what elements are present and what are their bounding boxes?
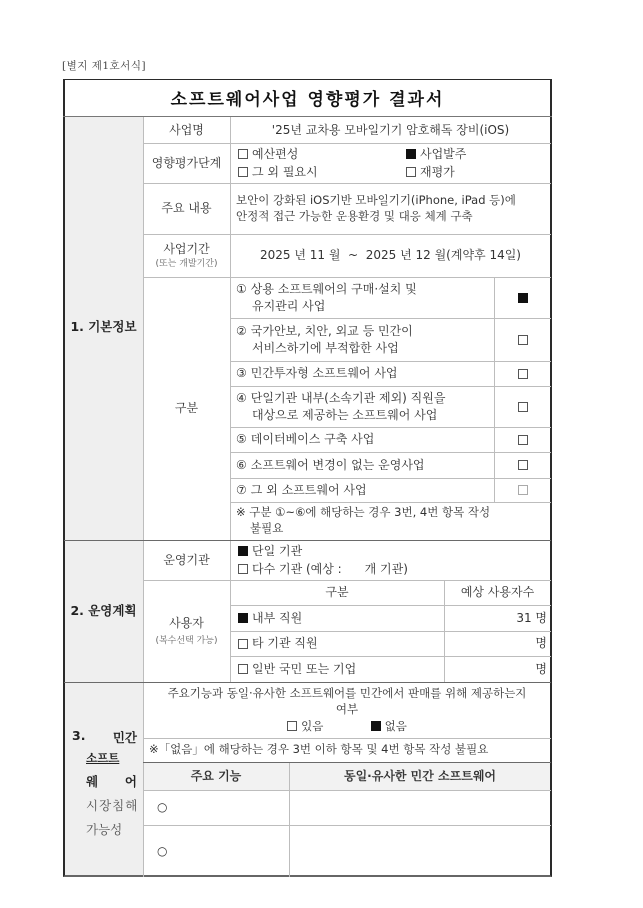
period-value: 2025 년 11 월 ~ 2025 년 12 월(계약후 14일): [259, 248, 521, 263]
period-label: 사업기간 (또는 개발기간): [155, 242, 218, 269]
users-row-public-count: 명: [535, 661, 547, 676]
users-label: 사용자 (복수선택 가능): [155, 615, 218, 647]
assessment-stage-label: 영향평가단계: [151, 155, 222, 170]
users-col-count: 예상 사용자수: [460, 585, 535, 600]
category-label: 구분: [174, 401, 199, 416]
answer-yes[interactable]: 있음: [287, 719, 323, 733]
operator-option-single[interactable]: 단일 기관: [238, 542, 538, 560]
category-item-5-checkbox[interactable]: [494, 427, 551, 452]
checkbox-unchecked-icon[interactable]: [518, 335, 528, 345]
category-item-1-checkbox[interactable]: [494, 277, 551, 318]
category-item-3-checkbox[interactable]: [494, 361, 551, 386]
operator-label: 운영기관: [163, 552, 210, 567]
function-row-2[interactable]: ○: [157, 843, 168, 858]
project-name-value: '25년 교차용 모바일기기 암호해독 장비(iOS): [271, 122, 510, 137]
stage-option-budget[interactable]: 예산편성: [238, 145, 398, 163]
checkbox-checked-icon[interactable]: [238, 546, 248, 556]
category-item-7: ⑦ 그 외 소프트웨어 사업: [236, 482, 367, 497]
category-item-7-checkbox[interactable]: [494, 478, 551, 502]
category-item-6: ⑥ 소프트웨어 변경이 없는 운영사업: [236, 457, 425, 472]
users-row-other-agency[interactable]: 타 기관 직원: [238, 631, 444, 656]
checkbox-checked-icon[interactable]: [518, 293, 528, 303]
similar-row-2[interactable]: [289, 825, 551, 877]
section1-label: 1. 기본정보: [70, 318, 137, 334]
main-content-label: 주요 내용: [161, 201, 212, 216]
category-item-2-checkbox[interactable]: [494, 318, 551, 361]
project-name-label: 사업명: [169, 122, 204, 137]
checkbox-unchecked-icon[interactable]: [238, 664, 248, 674]
users-col-category: 구분: [325, 585, 349, 600]
users-row-internal[interactable]: 내부 직원: [238, 605, 444, 631]
users-row-public[interactable]: 일반 국민 또는 기업: [238, 656, 444, 682]
answer-no[interactable]: 없음: [371, 719, 407, 733]
section3-label: 3. 민간 소프트 웨 어 시장침해 가능성: [72, 728, 139, 837]
stage-option-reassess[interactable]: 재평가: [406, 163, 546, 181]
category-item-1: ① 상용 소프트웨어의 구매·설치 및 유지관리 사업: [236, 282, 417, 313]
category-item-3: ③ 민간투자형 소프트웨어 사업: [236, 366, 398, 381]
checkbox-checked-icon[interactable]: [238, 613, 248, 623]
checkbox-unchecked-icon[interactable]: [287, 721, 297, 731]
checkbox-unchecked-icon[interactable]: [238, 564, 248, 574]
category-item-5: ⑤ 데이터베이스 구축 사업: [236, 432, 375, 447]
checkbox-unchecked-icon[interactable]: [238, 149, 248, 159]
category-item-6-checkbox[interactable]: [494, 452, 551, 478]
checkbox-unchecked-icon[interactable]: [518, 402, 528, 412]
operator-option-multiple[interactable]: 다수 기관 (예상 : 개 기관): [238, 560, 538, 578]
document-title: 소프트웨어사업 영향평가 결과서: [63, 79, 552, 117]
checkbox-unchecked-icon[interactable]: [518, 460, 528, 470]
category-note: ※ 구분 ①~⑥에 해당하는 경우 3번, 4번 항목 작성 불필요: [236, 505, 491, 535]
checkbox-unchecked-icon[interactable]: [518, 485, 528, 495]
col-main-function: 주요 기능: [190, 768, 242, 783]
users-row-other-agency-count: 명: [535, 636, 547, 651]
stage-option-other[interactable]: 그 외 필요시: [238, 163, 398, 181]
checkbox-checked-icon[interactable]: [371, 721, 381, 731]
checkbox-unchecked-icon[interactable]: [238, 639, 248, 649]
users-row-internal-count: 31 명: [516, 610, 547, 625]
main-content-value: 보안이 강화된 iOS기반 모바일기기(iPhone, iPad 등)에 안정적 접근 가능한 운용환경 및 대응 체계 구축: [236, 192, 516, 223]
category-item-2: ② 국가안보, 치안, 외교 등 민간이 서비스하기에 부적합한 사업: [236, 324, 413, 355]
checkbox-unchecked-icon[interactable]: [518, 435, 528, 445]
similar-row-1[interactable]: [289, 790, 551, 825]
checkbox-unchecked-icon[interactable]: [238, 167, 248, 177]
category-item-4: ④ 단일기관 내부(소속기관 제외) 직원을 대상으로 제공하는 소프트웨어 사업: [236, 391, 446, 422]
category-item-4-checkbox[interactable]: [494, 386, 551, 427]
stage-option-order[interactable]: 사업발주: [406, 145, 546, 163]
checkbox-unchecked-icon[interactable]: [518, 369, 528, 379]
section3-note: ※「없음」에 해당하는 경우 3번 이하 항목 및 4번 항목 작성 불필요: [149, 742, 489, 757]
section2-label: 2. 운영계획: [70, 602, 137, 618]
market-question: 주요기능과 동일·유사한 소프트웨어를 민간에서 판매를 위해 제공하는지 여부 있음 없음: [167, 686, 527, 734]
checkbox-unchecked-icon[interactable]: [406, 167, 416, 177]
col-similar-software: 동일·유사한 민간 소프트웨어: [343, 768, 497, 783]
function-row-1[interactable]: ○: [157, 800, 168, 815]
form-number-label: [별지 제1호서식]: [62, 60, 147, 72]
checkbox-checked-icon[interactable]: [406, 149, 416, 159]
